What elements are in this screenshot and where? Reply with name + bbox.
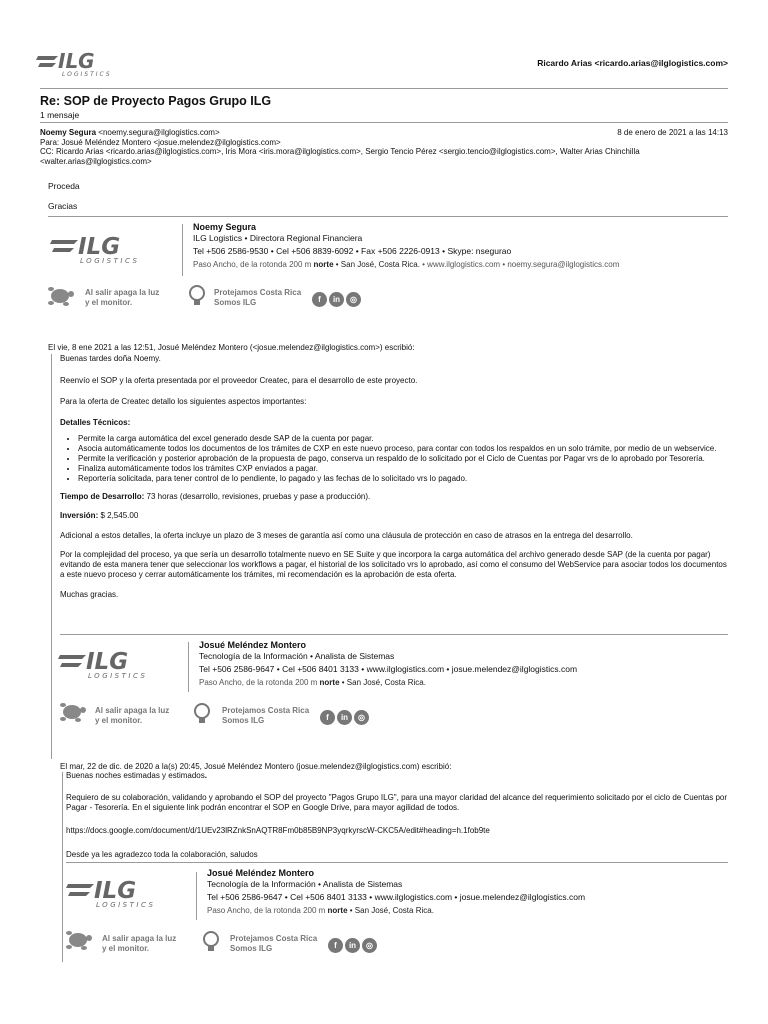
- quote-intro: El vie, 8 ene 2021 a las 12:51, Josué Meléndez Montero (<josue.melendez@ilglogistics.com>) escribió:: [48, 343, 415, 352]
- quote-paragraph: Reenvío el SOP y la oferta presentada por el proveedor Createc, para el desarrollo de este proyecto.: [60, 376, 418, 385]
- sig-name: Josué Meléndez Montero: [199, 640, 307, 650]
- facebook-icon[interactable]: f: [320, 710, 335, 725]
- quote-paragraph: Para la oferta de Createc detallo los siguientes aspectos importantes:: [60, 397, 307, 406]
- sig-address: Paso Ancho, de la rotonda 200 m norte • San José, Costa Rica.: [207, 906, 434, 915]
- quote-greeting: Buenas noches estimadas y estimados.: [66, 771, 207, 780]
- quote-paragraph: Por la complejidad del proceso, ya que sería un desarrollo totalmente nuevo en SE Suite y que incorpora la carga automática del archivo generado desde SAP (de la cuenta por pagar) evitando de esta manera tener que seleccionar los workflows a pagar, el historial de los solicitado vrs lo aprobado, así como el consumo del WebService para asociar todos los documentos a este nuevo proceso y cerrar automáticamente los trámites, mi recomendación es la aprobación de esta oferta.: [60, 550, 727, 579]
- details-list: [60, 434, 730, 484]
- social-icons: [320, 710, 371, 725]
- svg-text:LOGISTICS: LOGISTICS: [88, 672, 148, 680]
- lightbulb-icon: [188, 284, 206, 310]
- details-title: Detalles Técnicos:: [60, 418, 131, 427]
- turtle-icon: [58, 700, 86, 726]
- svg-text:LOGISTICS: LOGISTICS: [80, 257, 140, 265]
- linkedin-icon[interactable]: in: [329, 292, 344, 307]
- message-count: 1 mensaje: [40, 110, 80, 120]
- account-label: Ricardo Arias <ricardo.arias@ilglogistics.com>: [537, 58, 728, 68]
- sig-phones: Tel +506 2586-9647 • Cel +506 8401 3133 • www.ilglogistics.com • josue.melendez@ilglogistics.com: [199, 664, 578, 674]
- quote-greeting: Buenas tardes doña Noemy.: [60, 354, 161, 363]
- signature-block: [207, 868, 585, 917]
- signature-logo: [66, 874, 174, 910]
- thread-subject: Re: SOP de Proyecto Pagos Grupo ILG: [40, 94, 272, 108]
- social-icons: [312, 292, 363, 307]
- turtle-icon: [46, 284, 74, 310]
- quote-paragraph: Adicional a estos detalles, la oferta incluye un plazo de 3 meses de garantía así como una cláusula de protección en caso de atrasos en la entrega del desarrollo.: [60, 531, 633, 540]
- svg-text:LOGISTICS: LOGISTICS: [62, 71, 112, 78]
- sig-title: ILG Logistics • Directora Regional Financiera: [193, 233, 363, 243]
- divider: [40, 88, 728, 89]
- quote-bar: [62, 772, 63, 962]
- signature-logo: [58, 645, 166, 681]
- sig-name: Noemy Segura: [193, 222, 257, 232]
- signature-block: [199, 640, 577, 689]
- instagram-icon[interactable]: ◎: [354, 710, 369, 725]
- quote-body: [60, 354, 730, 600]
- signature-block: [193, 222, 619, 271]
- to-line: Para: Josué Meléndez Montero <josue.melendez@ilglogistics.com>: [40, 137, 281, 147]
- divider: [40, 122, 728, 123]
- list-item: • Asocia automáticamente todos los documentos de los trámites de CXP en este nuevo proceso, para contar con todos los respaldos en un solo trámite, por medio de un webservice.: [78, 444, 730, 454]
- sig-address: Paso Ancho, de la rotonda 200 m norte • San José, Costa Rica. • www.ilglogistics.com • noemy.segura@ilglogistics.com: [193, 260, 620, 269]
- eco-message-light: Al salir apaga la luz y el monitor.: [95, 706, 170, 725]
- quote-body: [66, 771, 730, 860]
- sender-name[interactable]: Noemy Segura: [40, 128, 97, 137]
- quote-bar: [51, 354, 52, 759]
- eco-message-light: Al salir apaga la luz y el monitor.: [102, 934, 177, 953]
- facebook-icon[interactable]: f: [328, 938, 343, 953]
- sender-email[interactable]: <noemy.segura@ilglogistics.com>: [98, 128, 220, 137]
- investment: Inversión: $ 2,545.00: [60, 511, 139, 520]
- facebook-icon[interactable]: f: [312, 292, 327, 307]
- sig-address: Paso Ancho, de la rotonda 200 m norte • San José, Costa Rica.: [199, 678, 426, 687]
- signature-logo: [50, 230, 158, 266]
- signature-divider: [48, 216, 728, 217]
- signature-divider: [66, 862, 728, 863]
- list-item: • Permite la verificación y posterior aprobación de la propuesta de pago, conserva un respaldo de lo solicitado por el Ciclo de Cuentas por Pagar vrs de lo aprobado por Tesorería.: [78, 454, 730, 464]
- sig-name: Josué Meléndez Montero: [207, 868, 315, 878]
- social-icons: [328, 938, 379, 953]
- sig-phones: Tel +506 2586-9530 • Cel +506 8839-6092 • Fax +506 2226-0913 • Skype: nsegurao: [193, 246, 512, 256]
- sig-phones: Tel +506 2586-9647 • Cel +506 8401 3133 • www.ilglogistics.com • josue.melendez@ilglogistics.com: [207, 892, 586, 902]
- signature-divider: [60, 634, 728, 635]
- dev-time: Tiempo de Desarrollo: 73 horas (desarrollo, revisiones, pruebas y pase a producción).: [60, 492, 371, 501]
- cc-line-cont: <walter.arias@ilglogistics.com>: [40, 156, 152, 166]
- lightbulb-icon: [193, 702, 211, 728]
- svg-text:ILG: ILG: [58, 49, 95, 73]
- sig-title: Tecnología de la Información • Analista de Sistemas: [199, 651, 395, 661]
- eco-message-light: Al salir apaga la luz y el monitor.: [85, 288, 160, 307]
- instagram-icon[interactable]: ◎: [346, 292, 361, 307]
- quote-paragraph: Desde ya les agradezco toda la colaboración, saludos: [66, 850, 258, 859]
- quote-intro: El mar, 22 de dic. de 2020 a la(s) 20:45, Josué Meléndez Montero (josue.melendez@ilglogistics.com) escribió:: [60, 762, 452, 771]
- svg-text:ILG: ILG: [86, 649, 129, 675]
- eco-message-cr: Protejamos Costa Rica Somos ILG: [230, 934, 318, 953]
- list-item: • Finaliza automáticamente todos los trámites CXP enviados a pagar.: [78, 464, 730, 474]
- svg-text:LOGISTICS: LOGISTICS: [96, 901, 156, 909]
- instagram-icon[interactable]: ◎: [362, 938, 377, 953]
- sig-separator: [182, 224, 183, 276]
- sig-title: Tecnología de la Información • Analista de Sistemas: [207, 879, 403, 889]
- sig-separator: [188, 642, 189, 692]
- body-line: Gracias: [48, 201, 78, 211]
- eco-message-cr: Protejamos Costa Rica Somos ILG: [214, 288, 302, 307]
- header-logo: [36, 46, 132, 78]
- lightbulb-icon: [202, 930, 220, 956]
- turtle-icon: [64, 928, 92, 954]
- svg-text:ILG: ILG: [78, 234, 121, 260]
- quote-thanks: Muchas gracias.: [60, 590, 119, 599]
- list-item: • Permite la carga automática del excel generado desde SAP de la cuenta por pagar.: [78, 434, 730, 444]
- sop-link[interactable]: https://docs.google.com/document/d/1UEv23lRZnkSnAQTR8Fm0b85B9NP3yqrkyrscW-CKC5A/edit#heading=h.1fob9te: [66, 826, 490, 835]
- body-line: Proceda: [48, 181, 80, 191]
- linkedin-icon[interactable]: in: [345, 938, 360, 953]
- svg-text:ILG: ILG: [94, 878, 137, 904]
- message-date: 8 de enero de 2021 a las 14:13: [617, 128, 728, 137]
- eco-message-cr: Protejamos Costa Rica Somos ILG: [222, 706, 310, 725]
- list-item: • Reportería solicitada, para tener control de lo pendiente, lo pagado y las fechas de lo solicitado vrs lo pagado.: [78, 474, 730, 484]
- cc-line: CC: Ricardo Arias <ricardo.arias@ilglogistics.com>, Iris Mora <iris.mora@ilglogistics.com>, Sergio Tencio Pérez <sergio.tencio@ilglogistics.com>, Walter Arias Chinchilla: [40, 147, 640, 156]
- quote-paragraph: Requiero de su colaboración, validando y aprobando el SOP del proyecto "Pagos Grupo ILG", para una mayor claridad del alcance del requerimiento solicitado por el ciclo de Cuentas por Pagar - Tesorería. En el siguiente link podrán encontrar el SOP en Google Drive, para mayor agilidad de todos.: [66, 793, 728, 812]
- sig-separator: [196, 872, 197, 920]
- linkedin-icon[interactable]: in: [337, 710, 352, 725]
